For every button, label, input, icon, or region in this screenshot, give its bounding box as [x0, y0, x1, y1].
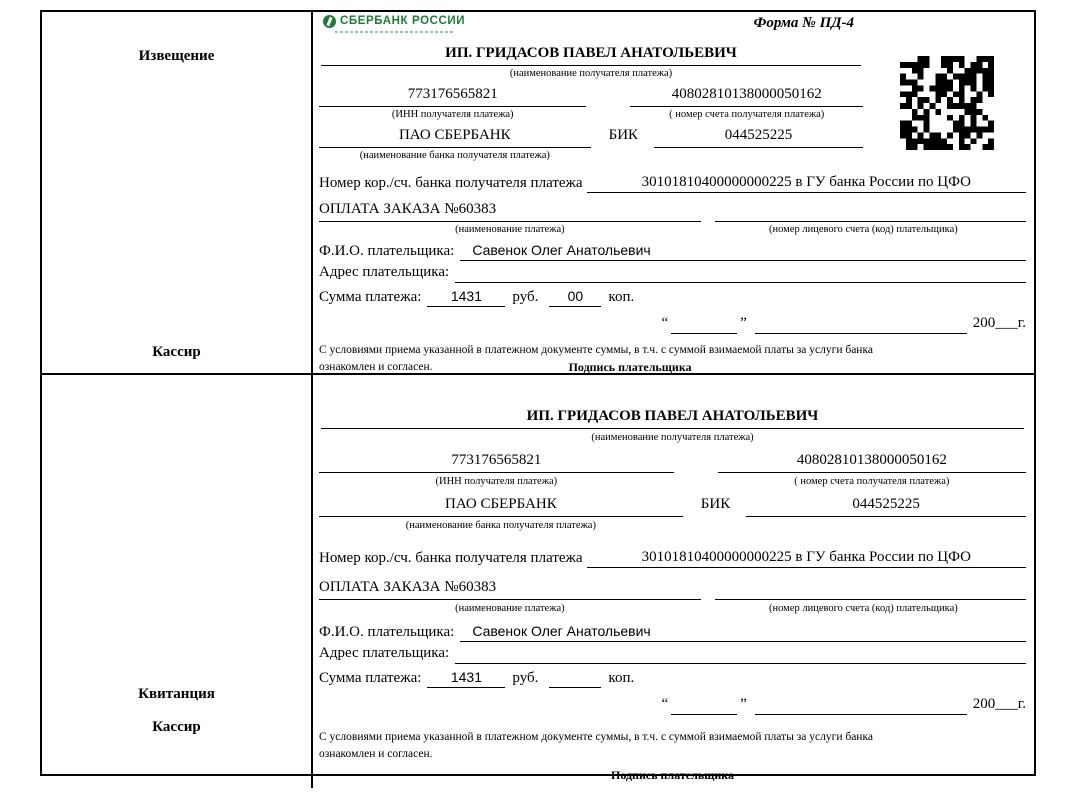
account-caption: ( номер счета получателя платежа): [794, 475, 950, 487]
sum-kop-value: 00: [549, 287, 601, 307]
corr-account-value: 30101810400000000225 в ГУ банка России по ЦФО: [587, 173, 1026, 194]
inn-account-row: [319, 451, 1026, 493]
account-value: 40802810138000050162: [630, 85, 863, 107]
payment-sum-row: [319, 668, 1026, 688]
corr-account-label: Номер кор./сч. банка получателя платежа: [319, 174, 583, 191]
terms-block: [319, 342, 1026, 377]
payer-address-underline: [455, 662, 1026, 664]
terms-line2: ознакомлен и согласен.: [319, 747, 433, 760]
notice-upper-fields: [319, 44, 863, 166]
open-quote: “: [661, 315, 669, 332]
sberbank-logo-icon: [323, 15, 336, 28]
form-title: Форма № ПД-4: [753, 15, 854, 31]
year-label: 200___г.: [972, 315, 1026, 332]
receipt-cashier-label: Кассир: [152, 719, 201, 736]
rub-label: руб.: [512, 288, 539, 305]
close-quote: ”: [740, 315, 747, 332]
receipt-label: Квитанция: [138, 686, 215, 703]
sberbank-logo: [323, 14, 465, 33]
sberbank-logo-subtext: [335, 31, 453, 33]
recipient-name: ИП. ГРИДАСОВ ПАВЕЛ АНАТОЛЬЕВИЧ: [321, 44, 861, 66]
inn-caption: (ИНН получателя платежа): [435, 475, 558, 487]
date-row: [319, 314, 1026, 334]
year-label: 200___г.: [972, 696, 1026, 713]
date-day-underline: [671, 333, 737, 334]
recipient-caption: (наименование получателя платежа): [591, 431, 754, 443]
sum-rub-value: 1431: [427, 287, 505, 307]
payment-sum-label: Сумма платежа:: [319, 669, 422, 686]
rub-label: руб.: [512, 669, 539, 686]
open-quote: “: [661, 696, 669, 713]
bik-label: БИК: [608, 127, 639, 144]
date-month-underline: [755, 333, 967, 334]
sum-rub-value: 1431: [427, 668, 505, 688]
qr-code: [900, 56, 994, 150]
receipt-side-cell: [42, 375, 313, 788]
payer-name-row: [319, 241, 1026, 261]
signature-label: Подпись плательщика: [611, 768, 734, 783]
bank-bik-row: [319, 126, 863, 165]
payment-purpose-value: ОПЛАТА ЗАКАЗА №60383: [319, 578, 701, 600]
payer-name-row: [319, 622, 1026, 642]
notice-form-cell: [313, 12, 1034, 375]
receipt-form-cell: [313, 375, 1034, 788]
sum-kop-value: [549, 686, 601, 688]
sberbank-logo-text: СБЕРБАНК РОССИИ: [340, 15, 466, 27]
account-value: 40802810138000050162: [718, 451, 1026, 473]
receipt-upper-fields: [319, 407, 1026, 538]
notice-side-cell: [42, 12, 313, 375]
terms-line1: С условиями приема указанной в платежном документе суммы, в т.ч. с суммой взимаемой платы за услуги банка: [319, 730, 873, 743]
payment-purpose-caption: (наименование платежа): [455, 223, 565, 235]
purpose-captions-row: [319, 600, 1026, 621]
notice-cashier-label: Кассир: [152, 344, 201, 360]
payer-address-row: [319, 644, 1026, 664]
bik-value: 044525225: [746, 495, 1026, 517]
date-day-underline: [671, 714, 737, 715]
bik-label: БИК: [700, 496, 731, 513]
payment-purpose-value: ОПЛАТА ЗАКАЗА №60383: [319, 200, 701, 222]
bank-name-value: ПАО СБЕРБАНК: [319, 495, 683, 517]
purpose-captions-row: [319, 222, 1026, 240]
corr-account-label: Номер кор./сч. банка получателя платежа: [319, 549, 583, 566]
payer-name-value: Савенок Олег Анатольевич: [460, 622, 1026, 642]
bik-value: 044525225: [654, 126, 863, 148]
payment-sum-row: [319, 287, 1026, 307]
terms-line1: С условиями приема указанной в платежном документе суммы, в т.ч. с суммой взимаемой платы за услуги банка: [319, 343, 873, 356]
bank-name-value: ПАО СБЕРБАНК: [319, 126, 591, 148]
payer-address-label: Адрес плательщика:: [319, 264, 450, 281]
inn-value: 773176565821: [319, 451, 674, 473]
payment-purpose-row: [319, 578, 1026, 600]
kop-label: коп.: [608, 669, 635, 686]
inn-caption: (ИНН получателя платежа): [391, 108, 514, 120]
personal-account-caption: (номер лицевого счета (код) плательщика): [769, 223, 958, 235]
recipient-name: ИП. ГРИДАСОВ ПАВЕЛ АНАТОЛЬЕВИЧ: [321, 407, 1024, 429]
personal-account-caption: (номер лицевого счета (код) плательщика): [769, 602, 958, 614]
terms-block: [319, 729, 1026, 785]
account-caption: ( номер счета получателя платежа): [669, 108, 825, 120]
close-quote: ”: [740, 696, 747, 713]
corr-account-row: [319, 173, 1026, 194]
signature-label: Подпись плательщика: [568, 360, 692, 375]
payment-purpose-caption: (наименование платежа): [455, 602, 565, 614]
recipient-caption: (наименование получателя платежа): [509, 67, 673, 79]
payment-form-pd4: [40, 10, 1036, 783]
terms-line2: ознакомлен и согласен.: [319, 360, 433, 373]
inn-account-row: [319, 85, 863, 124]
payer-name-value: Савенок Олег Анатольевич: [460, 241, 1026, 261]
date-row: [319, 695, 1026, 715]
inn-value: 773176565821: [319, 85, 586, 107]
corr-account-value: 30101810400000000225 в ГУ банка России по ЦФО: [587, 548, 1026, 569]
bank-bik-row: [319, 495, 1026, 537]
bank-name-caption: (наименование банка получателя платежа): [359, 149, 550, 161]
payment-purpose-row: [319, 200, 1026, 222]
corr-account-row: [319, 548, 1026, 569]
payer-address-label: Адрес плательщика:: [319, 645, 450, 662]
kop-label: коп.: [608, 288, 635, 305]
form-header: [319, 14, 1026, 44]
payer-address-row: [319, 263, 1026, 283]
bank-name-caption: (наименование банка получателя платежа): [405, 519, 596, 531]
terms-line2-row: [319, 359, 1026, 376]
date-month-underline: [755, 714, 967, 715]
notice-label: Извещение: [138, 48, 215, 64]
sberbank-logo-row: [323, 14, 465, 29]
payer-name-label: Ф.И.О. плательщика:: [319, 242, 455, 259]
payer-address-underline: [455, 281, 1026, 283]
payer-name-label: Ф.И.О. плательщика:: [319, 623, 455, 640]
payment-sum-label: Сумма платежа:: [319, 288, 422, 305]
